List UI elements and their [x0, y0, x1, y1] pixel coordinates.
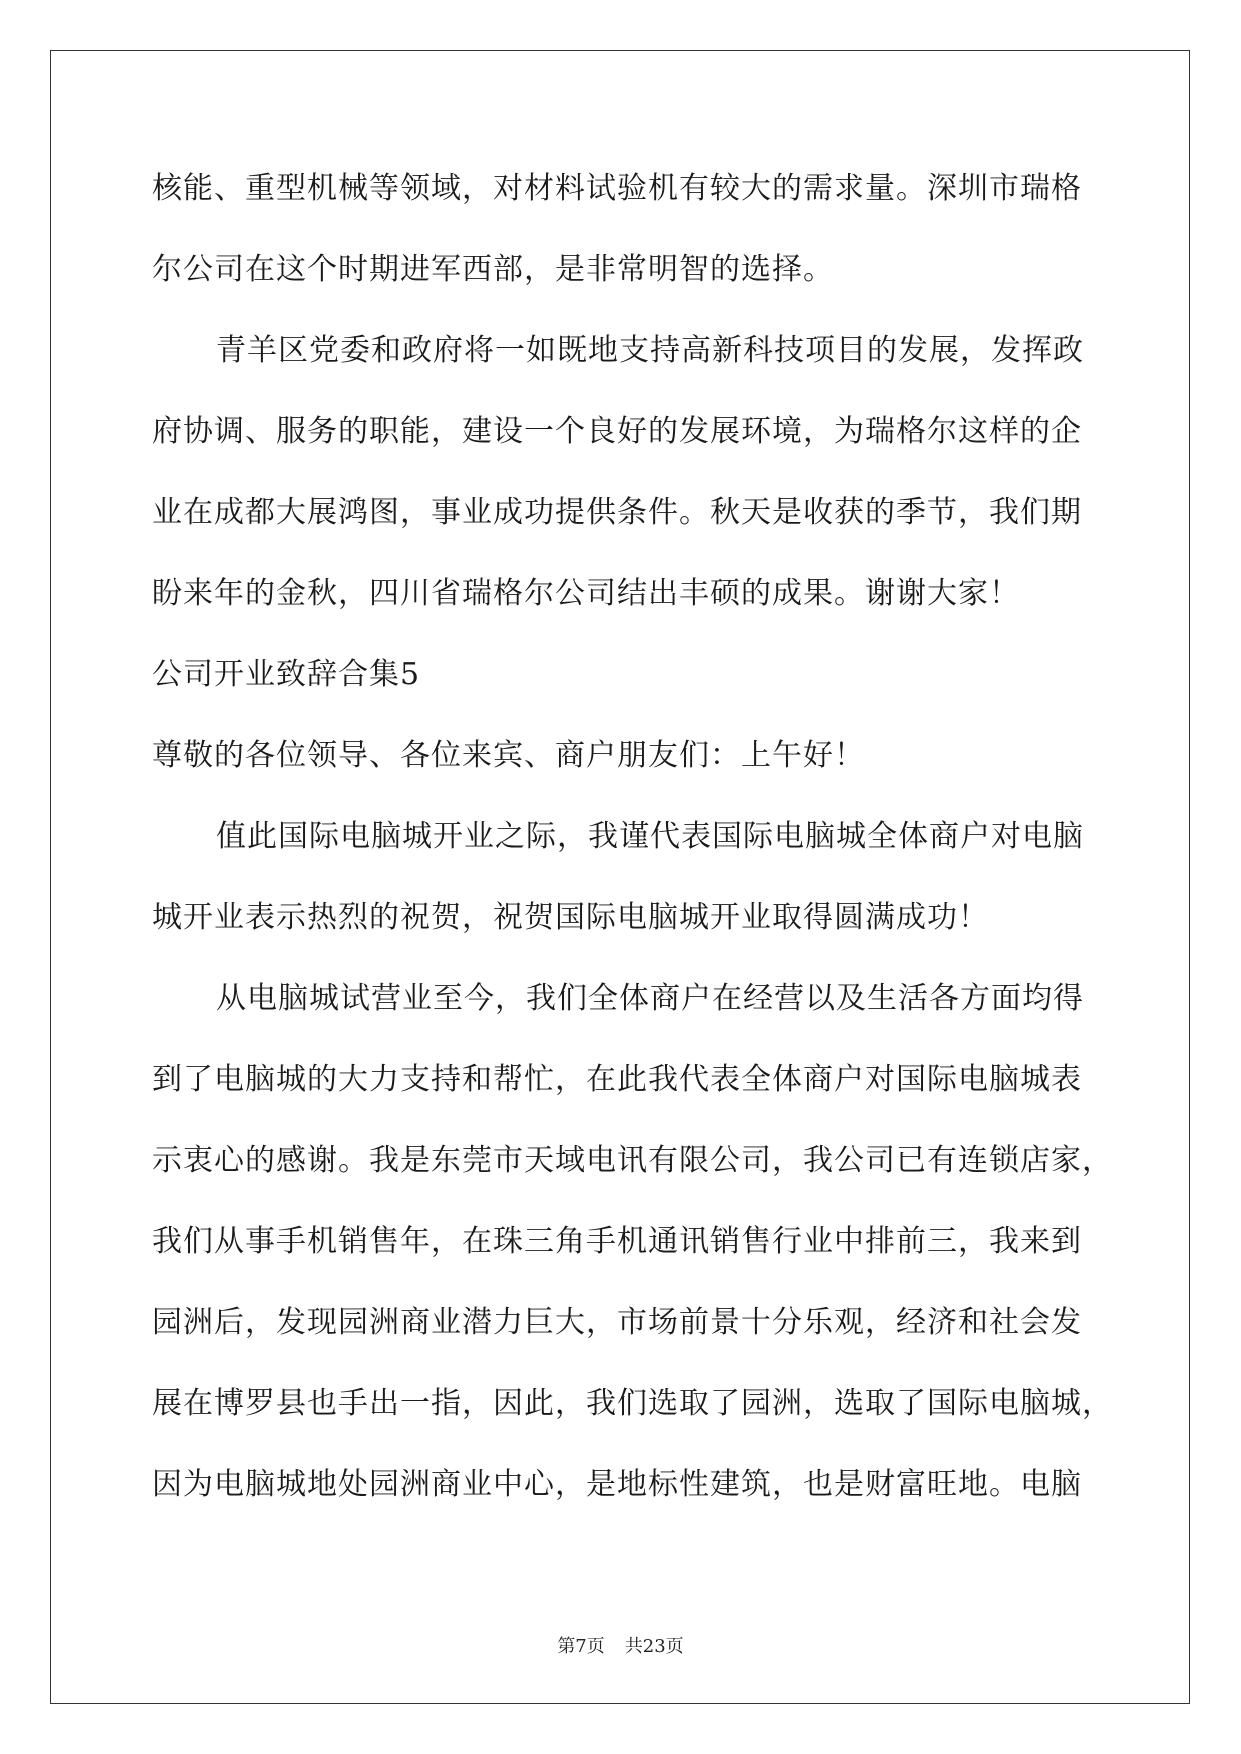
text-line: 到了电脑城的大力支持和帮忙，在此我代表全体商户对国际电脑城表 — [152, 1062, 1082, 1097]
text-line: 业在成都大展鸿图，事业成功提供条件。秋天是收获的季节，我们期 — [152, 495, 1082, 530]
text-line: 示衷心的感谢。我是东莞市天域电讯有限公司，我公司已有连锁店家， — [152, 1143, 1113, 1178]
text-line: 园洲后，发现园洲商业潜力巨大，市场前景十分乐观，经济和社会发 — [152, 1305, 1082, 1340]
salutation: 尊敬的各位领导、各位来宾、商户朋友们：上午好！ — [152, 738, 865, 773]
text-line: 府协调、服务的职能，建设一个良好的发展环境，为瑞格尔这样的企 — [152, 414, 1082, 449]
document-body — [152, 165, 1113, 1542]
text-line: 因为电脑城地处园洲商业中心，是地标性建筑，也是财富旺地。电脑 — [152, 1467, 1082, 1502]
page-footer — [0, 1635, 1241, 1659]
paragraph-start: 值此国际电脑城开业之际，我谨代表国际电脑城全体商户对电脑 — [216, 819, 1084, 854]
paragraph-start: 从电脑城试营业至今，我们全体商户在经营以及生活各方面均得 — [216, 981, 1084, 1016]
text-line: 尔公司在这个时期进军西部，是非常明智的选择。 — [152, 252, 834, 287]
page-number: 第7页 — [557, 1636, 605, 1657]
paragraph-start: 青羊区党委和政府将一如既地支持高新科技项目的发展，发挥政 — [216, 333, 1084, 368]
text-line: 核能、重型机械等领域，对材料试验机有较大的需求量。深圳市瑞格 — [152, 171, 1082, 206]
text-line: 我们从事手机销售年，在珠三角手机通讯销售行业中排前三，我来到 — [152, 1224, 1082, 1259]
section-heading: 公司开业致辞合集5 — [152, 657, 421, 692]
page-total: 共23页 — [624, 1636, 684, 1657]
text-line: 盼来年的金秋，四川省瑞格尔公司结出丰硕的成果。谢谢大家！ — [152, 576, 1020, 611]
text-line: 展在博罗县也手出一指，因此，我们选取了园洲，选取了国际电脑城， — [152, 1386, 1113, 1421]
text-line: 城开业表示热烈的祝贺，祝贺国际电脑城开业取得圆满成功！ — [152, 900, 989, 935]
